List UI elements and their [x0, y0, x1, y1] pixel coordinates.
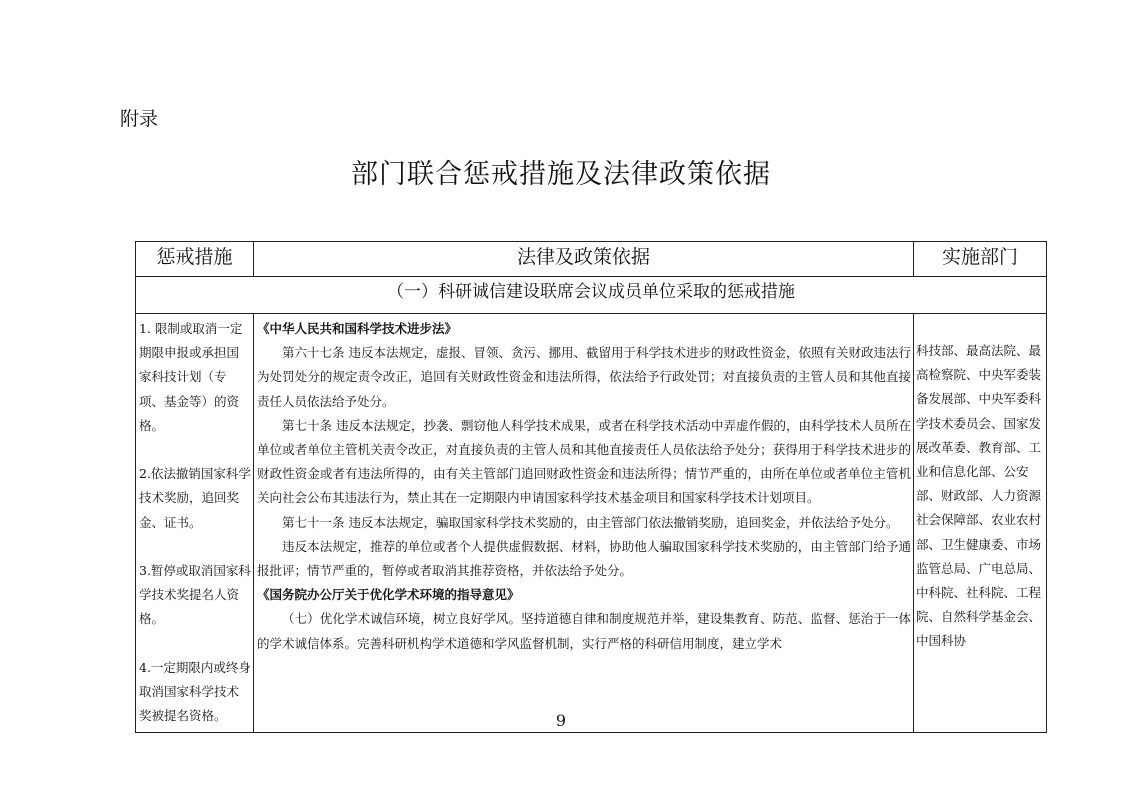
- article-paragraph: 第七十一条 违反本法规定，骗取国家科学技术奖励的，由主管部门依法撤销奖励，追回奖金，并依法给予处分。: [282, 514, 899, 530]
- law-title: 《国务院办公厅关于优化学术环境的指导意见》: [257, 587, 520, 603]
- article-paragraph: （七）优化学术诚信环境，树立良好学风。坚持道德自律和制度规范并举，建设集教育、防范、监督、惩治于一体的学术诚信体系。完善科研机构学术道德和学风监督机制，实行严格的科研信用制度，建立学术: [257, 611, 911, 651]
- table-header-row: [136, 242, 1047, 277]
- page-title: 部门联合惩戒措施及法律政策依据: [351, 159, 771, 190]
- measures-cell: [136, 314, 254, 733]
- departments-cell: [914, 314, 1047, 733]
- section-title: （一）科研诚信建设联席会议成员单位采取的惩戒措施: [136, 277, 1047, 314]
- measure-item: 3.暂停或取消国家科学技术奖提名人资格。: [139, 563, 251, 627]
- article-paragraph: 第七十条 违反本法规定，抄袭、剽窃他人科学技术成果，或者在科学技术活动中弄虚作假的，由科学技术人员所在单位或者单位主管机关责令改正，对直接负责的主管人员和其他直接责任人员依法给予处分；获得用于科学技术进步的财政性资金或者有违法所得的，由有关主管部门追回财政性资金和违法所得；情节严重的，由所在单位或者单位主管机关向社会公布其违法行为，禁止其在一定期限内申请国家科学技术基金项目和国家科学技术计划项目。: [257, 417, 911, 506]
- measure-item: 1. 限制或取消一定期限申报或承担国家科技计划（专项、基金等）的资格。: [139, 321, 243, 433]
- law-title: 《中华人民共和国科学技术进步法》: [257, 321, 458, 336]
- header-departments: 实施部门: [914, 242, 1047, 277]
- measure-item: 4.一定期限内或终身取消国家科学技术奖被提名资格。: [139, 659, 251, 724]
- section-row: [136, 277, 1047, 314]
- measure-item: 2.依法撤销国家科学技术奖励，追回奖金、证书。: [139, 466, 251, 530]
- departments-text: 科技部、最高法院、最高检察院、中央军委装备发展部、中央军委科学技术委员会、国家发展改革委、教育部、工业和信息化部、公安部、财政部、人力资源社会保障部、农业农村部、卫生健康委、市场监管总局、广电总局、中科院、社科院、工程院、自然科学基金会、中国科协: [916, 343, 1042, 649]
- measures-table: [135, 241, 1047, 733]
- page-number: 9: [555, 711, 567, 730]
- header-basis: 法律及政策依据: [254, 242, 914, 277]
- basis-cell: [254, 314, 914, 733]
- article-paragraph: 第六十七条 违反本法规定，虚报、冒领、贪污、挪用、截留用于科学技术进步的财政性资金，依照有关财政违法行为处罚处分的规定责令改正，追回有关财政性资金和违法所得，依法给予行政处罚；对直接负责的主管人员和其他直接责任人员依法给予处分。: [257, 345, 911, 409]
- table-row: [136, 314, 1047, 733]
- appendix-label: 附录: [120, 108, 159, 130]
- header-measures: 惩戒措施: [136, 242, 254, 277]
- article-paragraph: 违反本法规定，推荐的单位或者个人提供虚假数据、材料，协助他人骗取国家科学技术奖励的，由主管部门给予通报批评；情节严重的，暂停或者取消其推荐资格，并依法给予处分。: [257, 538, 911, 579]
